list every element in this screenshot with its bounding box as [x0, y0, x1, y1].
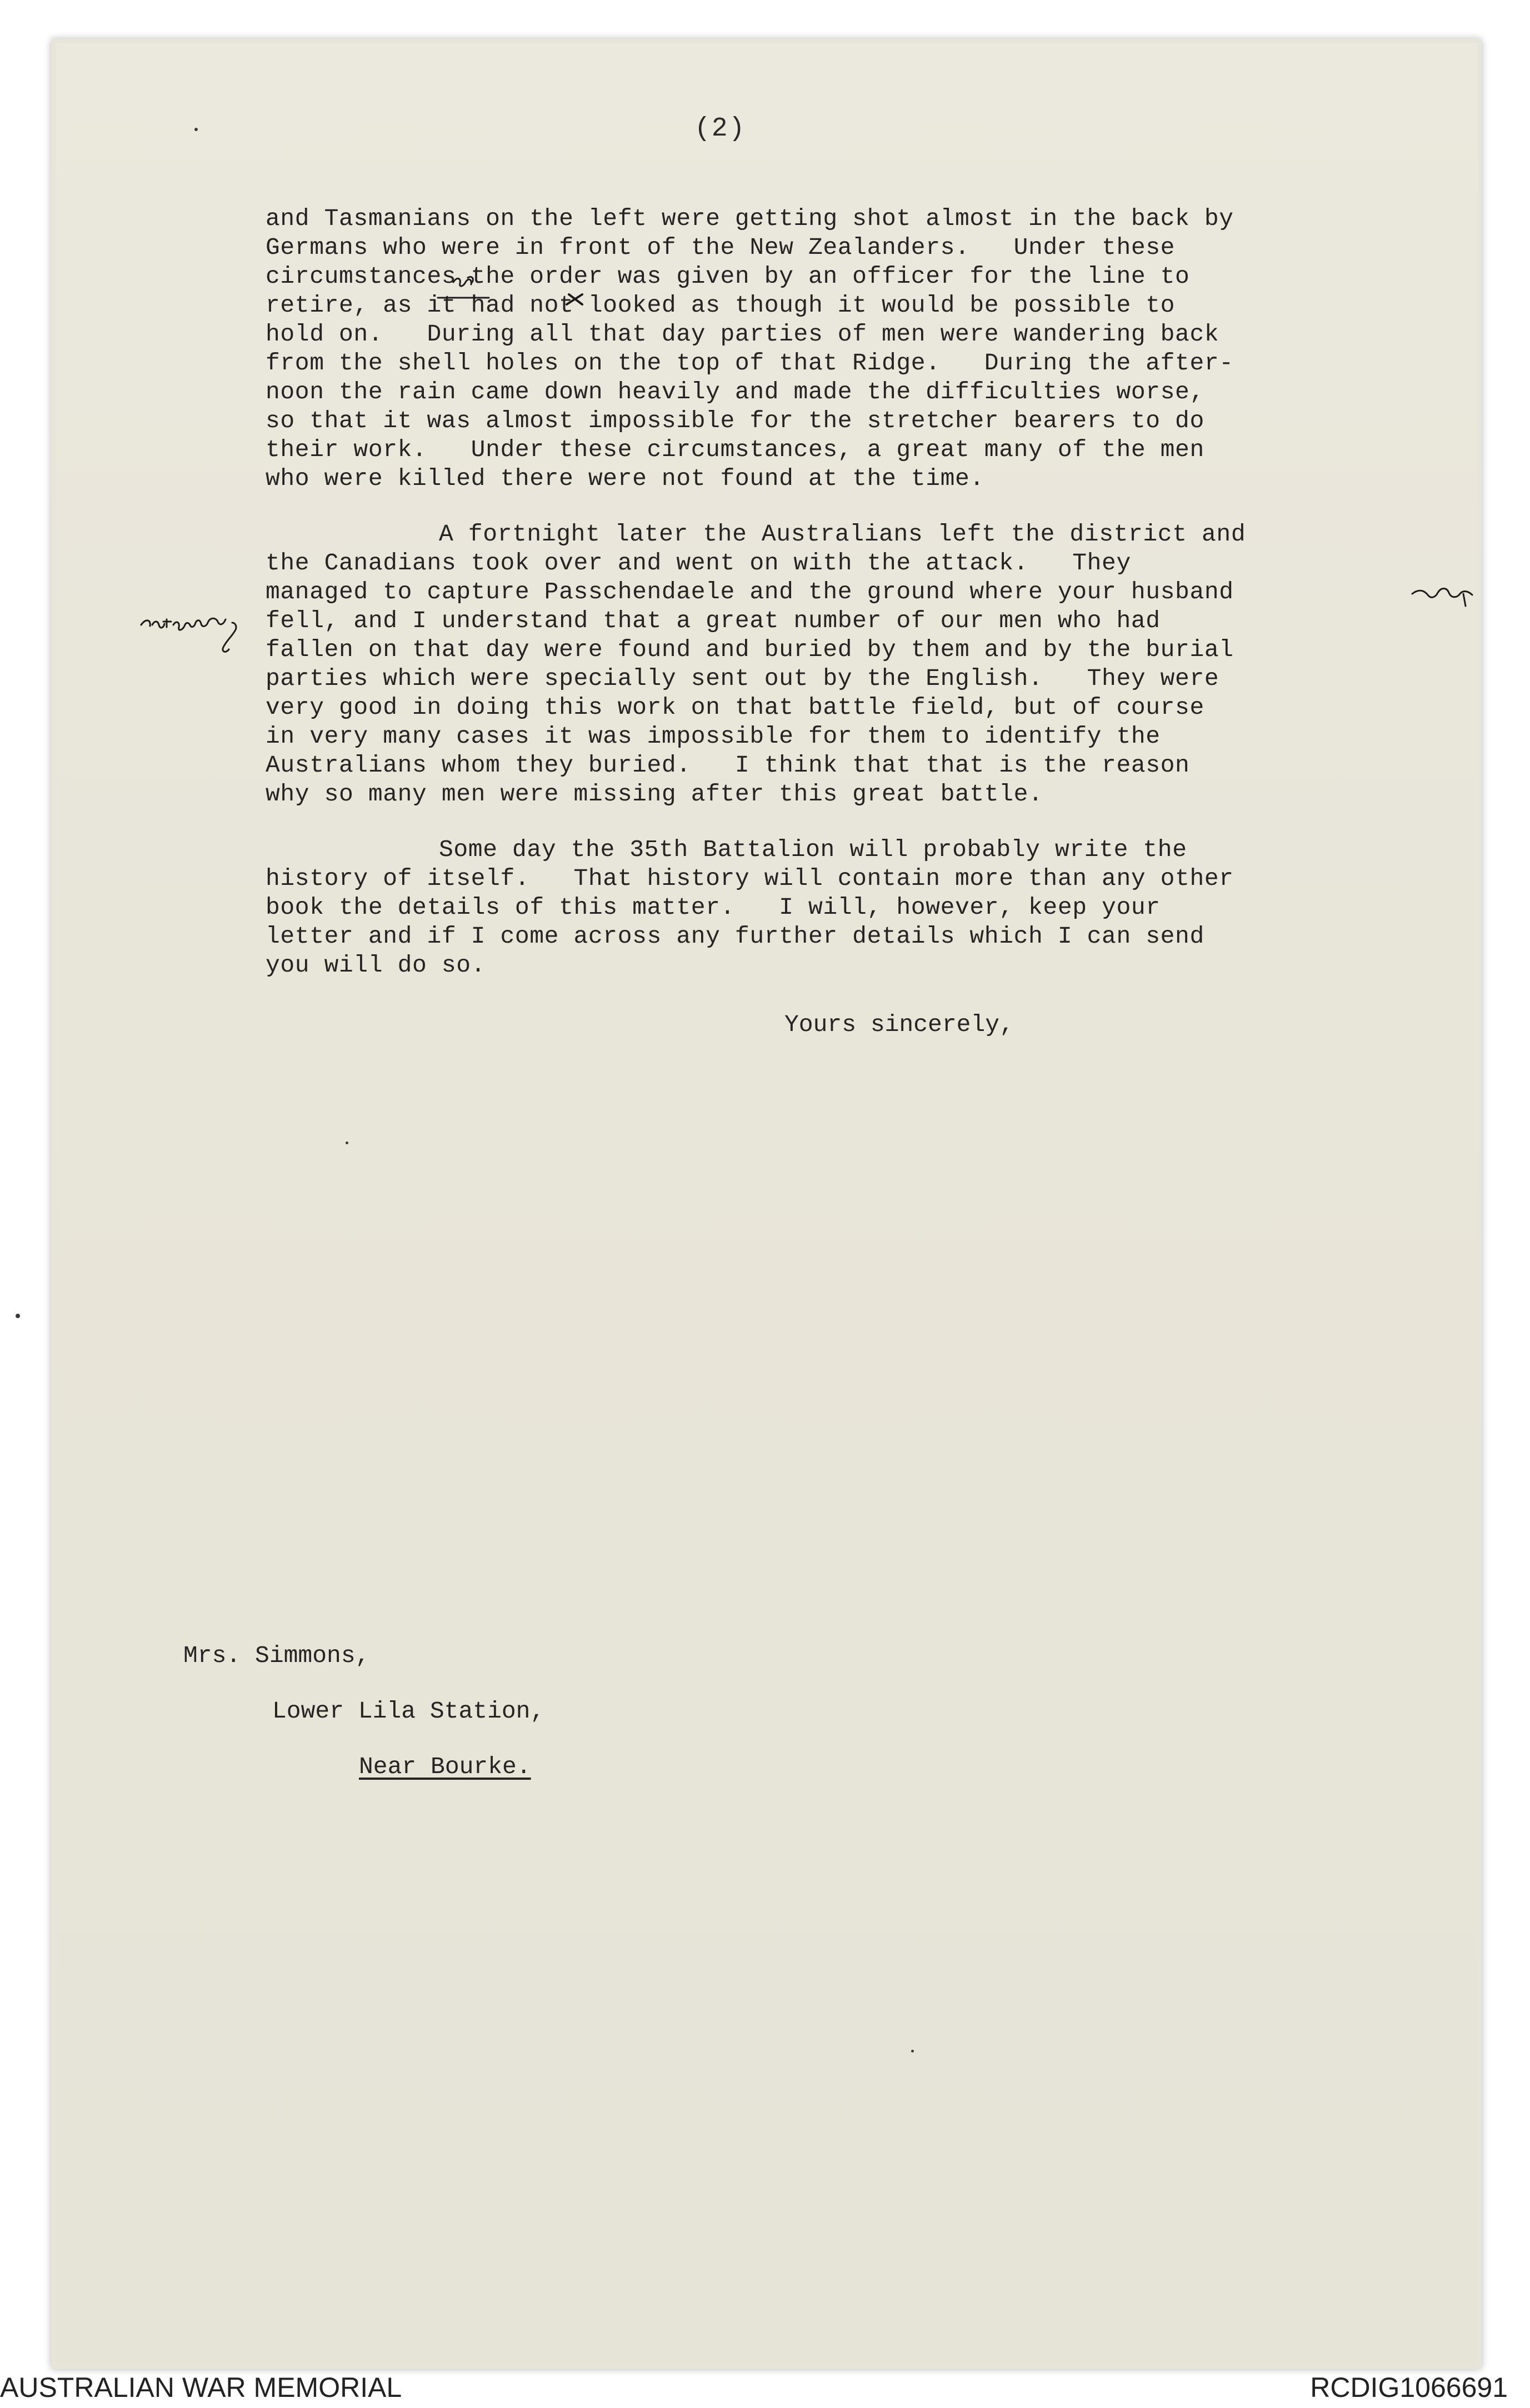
footer-institution: AUSTRALIAN WAR MEMORIAL — [0, 2372, 402, 2403]
text-line: who were killed there were not found at the time. — [266, 465, 984, 492]
page-number: (2) — [694, 114, 746, 144]
scan-speck — [346, 1142, 348, 1144]
handwritten-margin-note — [138, 603, 249, 658]
text-line: history of itself. That history will contain more than any other — [266, 865, 1234, 892]
text-line: you will do so. — [266, 952, 486, 979]
scan-speck — [911, 2050, 914, 2052]
text-line: and Tasmanians on the left were getting shot almost in the back by — [266, 205, 1234, 232]
text-line: why so many men were missing after this great battle. — [266, 780, 1043, 808]
text-line: managed to capture Passchendaele and the ground where your husband — [266, 578, 1234, 605]
closing-salutation: Yours sincerely, — [784, 1011, 1014, 1038]
paragraph-3 — [266, 835, 1438, 980]
text-line: from the shell holes on the top of that Ridge. During the after- — [266, 349, 1234, 377]
handwritten-insertion-mark — [1410, 580, 1477, 614]
handwritten-correction — [433, 266, 600, 327]
text-line: fell, and I understand that a great number of our men who had — [266, 607, 1161, 634]
text-line: letter and if I come across any further details which I can send — [266, 923, 1204, 950]
text-line: Australians whom they buried. I think that that is the reason — [266, 752, 1190, 779]
address-name: Mrs. Simmons, — [183, 1642, 370, 1669]
text-line: hold on. During all that day parties of men were wandering back — [266, 321, 1219, 348]
text-line: their work. Under these circumstances, a great many of the men — [266, 436, 1204, 463]
text-line: fallen on that day were found and buried by them and by the burial — [266, 636, 1234, 663]
text-line: parties which were specially sent out by the English. They were — [266, 665, 1219, 692]
text-line: A fortnight later the Australians left the district and — [439, 520, 1246, 548]
text-line: the Canadians took over and went on with the attack. They — [266, 549, 1131, 577]
paragraph-2 — [266, 520, 1438, 809]
text-line: Germans who were in front of the New Zealanders. Under these — [266, 234, 1176, 261]
footer-bar — [0, 2369, 1530, 2408]
scan-speck — [194, 128, 198, 131]
text-line: book the details of this matter. I will, however, keep your — [266, 894, 1161, 921]
text-line: in very many cases it was impossible for them to identify the — [266, 723, 1161, 750]
paragraph-1 — [266, 204, 1438, 493]
address-town: Near Bourke. — [359, 1753, 531, 1780]
recipient-address — [183, 1641, 544, 1808]
text-line: very good in doing this work on that battle field, but of course — [266, 694, 1204, 721]
address-station: Lower Lila Station, — [272, 1698, 545, 1725]
text-line: retire, as it had not looked as though it would be possible to — [266, 292, 1176, 319]
text-line: so that it was almost impossible for the stretcher bearers to do — [266, 407, 1204, 434]
text-line: noon the rain came down heavily and made the difficulties worse, — [266, 378, 1204, 405]
text-line: Some day the 35th Battalion will probably write the — [439, 836, 1187, 863]
scan-speck — [16, 1314, 20, 1318]
text-line: circumstances the order was given by an officer for the line to — [266, 263, 1190, 290]
footer-record-id: RCDIG1066691 — [1310, 2372, 1508, 2403]
